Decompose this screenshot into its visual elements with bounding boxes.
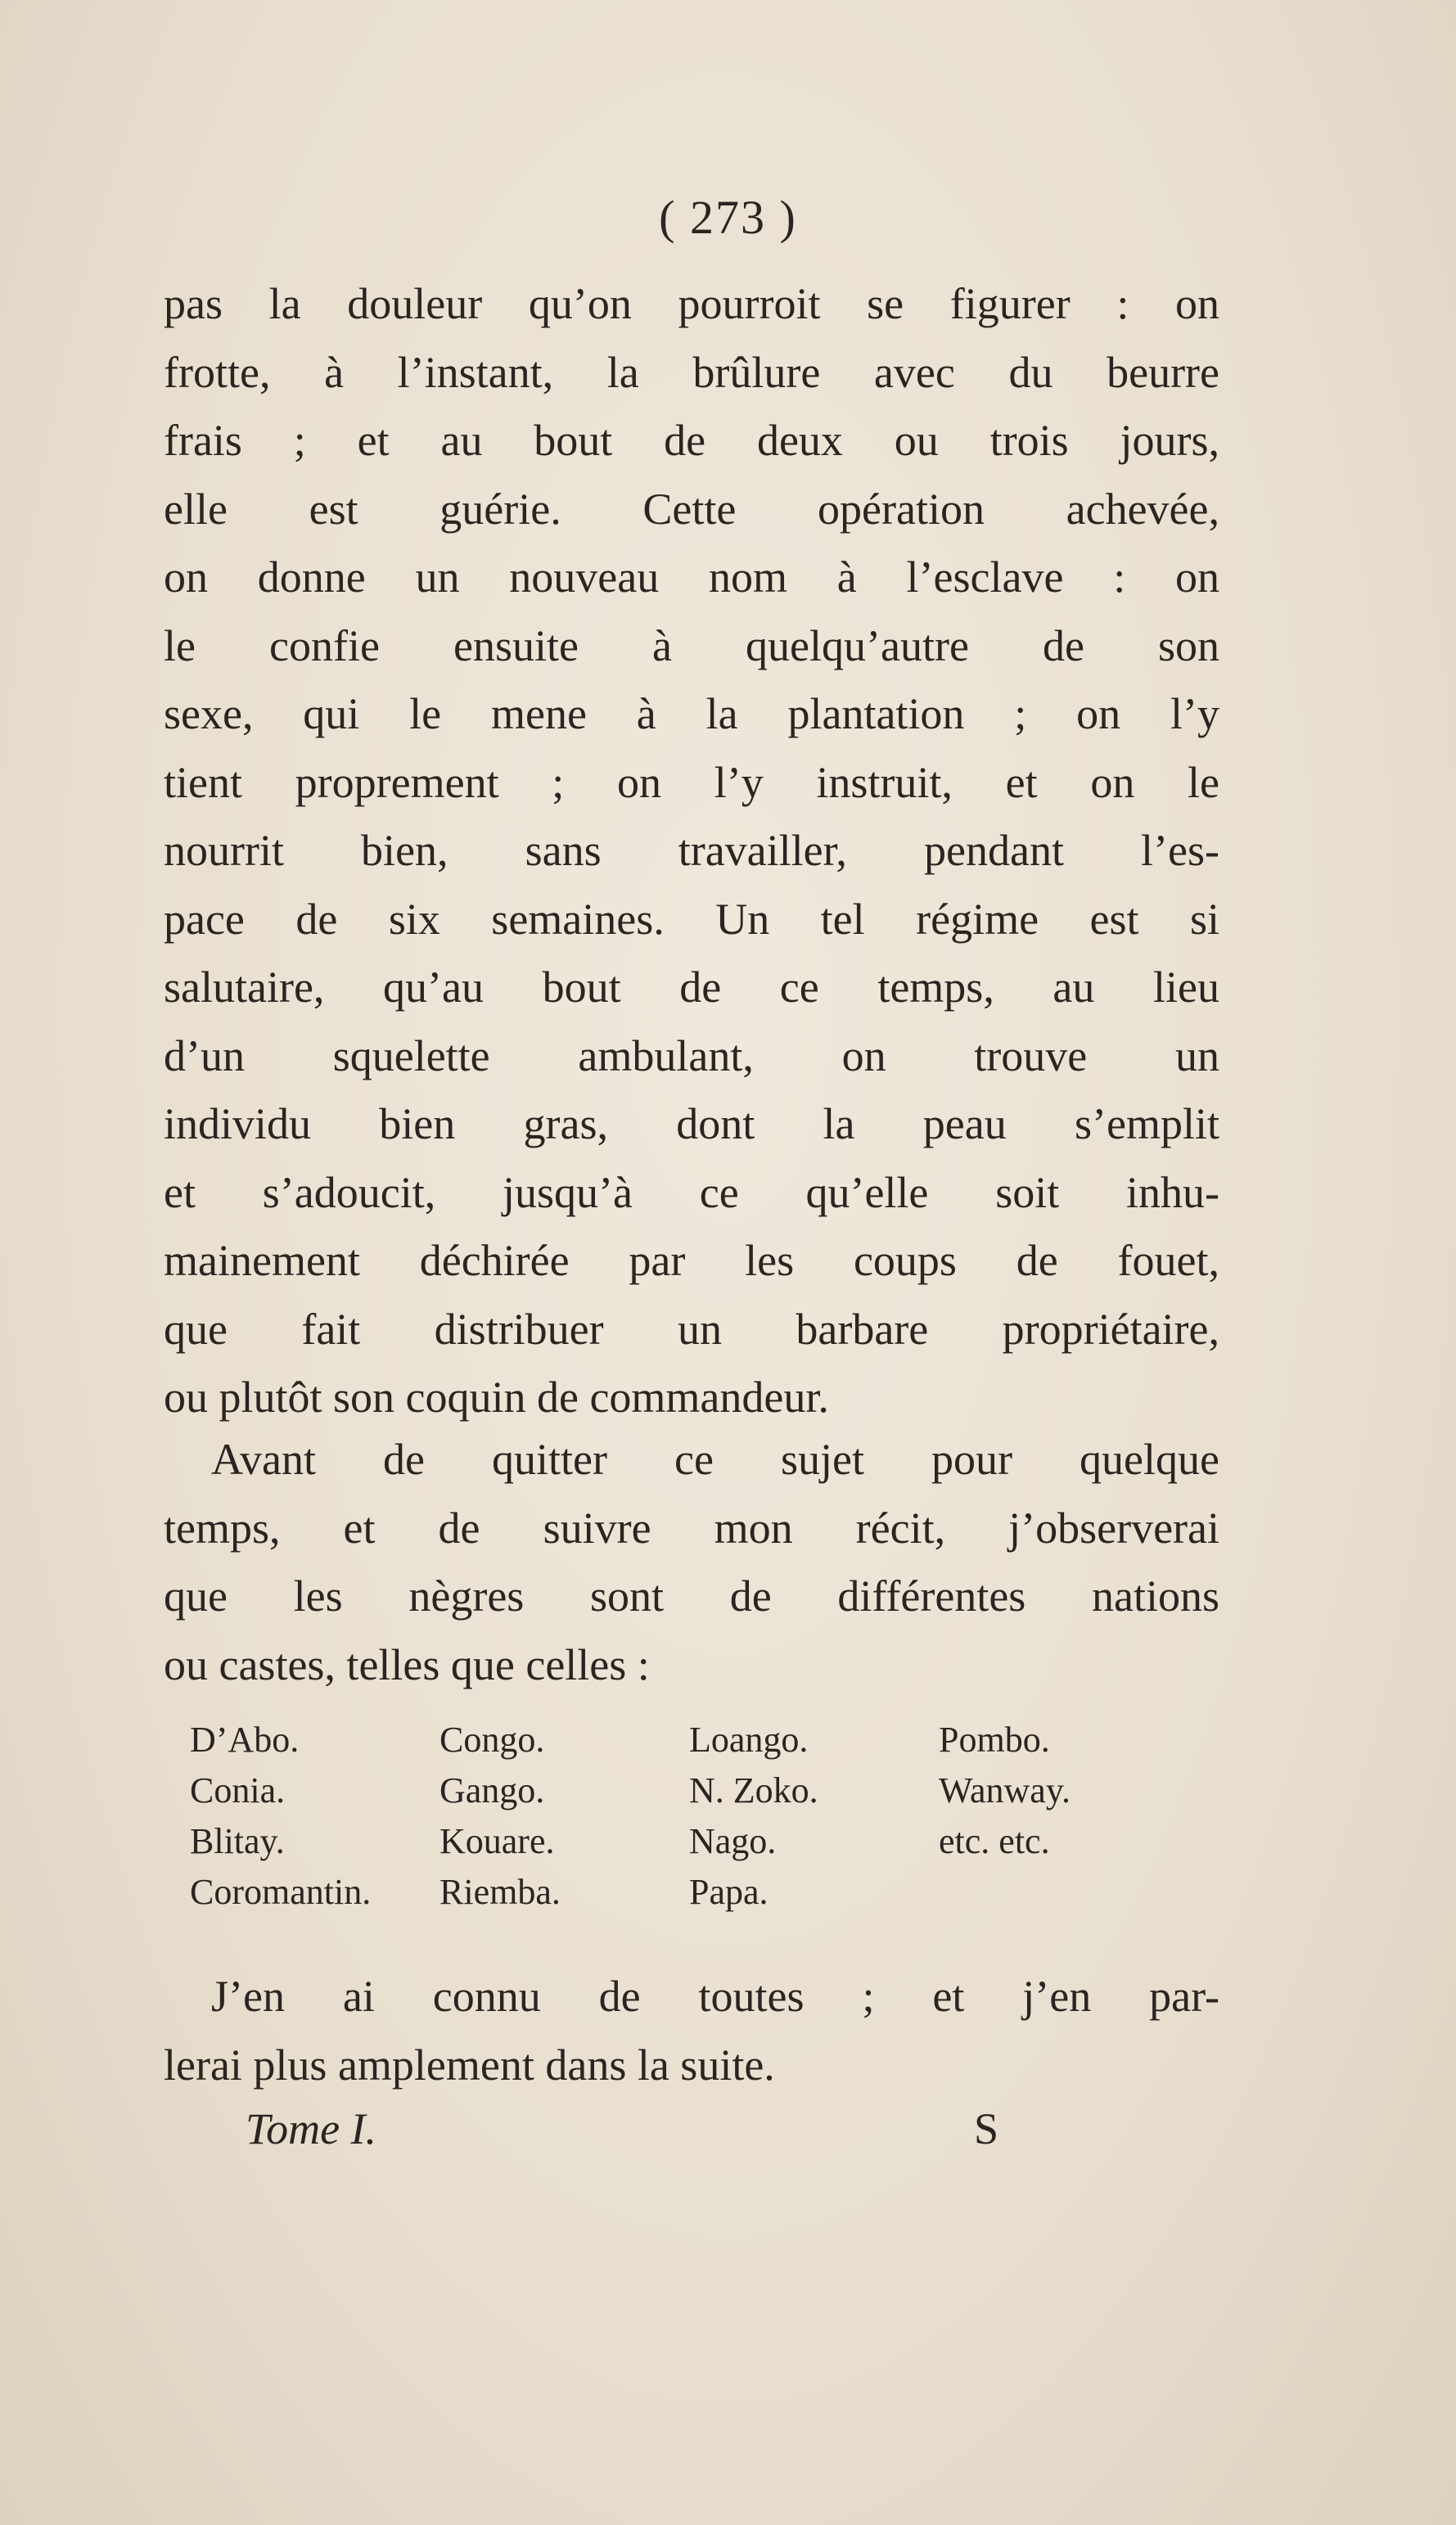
text-line: lerai plus amplement dans la suite. xyxy=(164,2040,775,2090)
caste-name: D’Abo. xyxy=(190,1720,300,1760)
caste-name: Blitay. xyxy=(190,1821,285,1861)
volume-label: Tome I. xyxy=(246,2104,377,2153)
text-line: nourrit bien, sans travailler, pendant l’es- xyxy=(164,826,1219,875)
caste-name: Congo. xyxy=(440,1720,545,1760)
text-line: ou castes, telles que celles : xyxy=(164,1639,650,1689)
text-line: pas la douleur qu’on pourroit se figurer : on xyxy=(164,279,1219,328)
text-line: on donne un nouveau nom à l’esclave : on xyxy=(164,552,1219,602)
caste-name: Coromantin. xyxy=(190,1872,372,1912)
caste-name: Papa. xyxy=(689,1872,769,1912)
table-row xyxy=(190,1816,1188,1867)
table-row xyxy=(190,1867,1188,1918)
paragraph-2 xyxy=(164,1426,1219,1699)
text-line: pace de six semaines. Un tel régime est si xyxy=(164,894,1219,944)
table-row xyxy=(190,1765,1188,1816)
caste-name: Loango. xyxy=(689,1720,809,1760)
page-number: ( 273 ) xyxy=(659,191,797,244)
text-line: et s’adoucit, jusqu’à ce qu’elle soit inhu- xyxy=(164,1167,1219,1217)
text-line: tient proprement ; on l’y instruit, et on le xyxy=(164,757,1219,807)
text-line: frais ; et au bout de deux ou trois jours, xyxy=(164,416,1219,465)
castes-table xyxy=(190,1715,1188,1918)
text-line: frotte, à l’instant, la brûlure avec du beurre xyxy=(164,347,1219,397)
signature-mark: S xyxy=(973,2104,998,2153)
text-line: que fait distribuer un barbare propriétaire, xyxy=(164,1304,1219,1354)
text-line: individu bien gras, dont la peau s’emplit xyxy=(164,1099,1219,1148)
paragraph-1 xyxy=(164,270,1219,1432)
caste-name: Kouare. xyxy=(440,1821,555,1861)
text-line: le confie ensuite à quelqu’autre de son xyxy=(164,620,1219,670)
text-line: J’en ai connu de toutes ; et j’en par- xyxy=(211,1972,1219,2021)
table-row xyxy=(190,1715,1188,1765)
text-line: temps, et de suivre mon récit, j’observerai xyxy=(164,1503,1219,1553)
caste-name: Conia. xyxy=(190,1770,286,1810)
page-footer xyxy=(246,2103,998,2154)
caste-name: Nago. xyxy=(689,1821,777,1861)
text-line: sexe, qui le mene à la plantation ; on l’y xyxy=(164,689,1219,738)
text-line: mainement déchirée par les coups de fouet, xyxy=(164,1236,1219,1285)
text-line: salutaire, qu’au bout de ce temps, au lieu xyxy=(164,963,1219,1012)
caste-name: N. Zoko. xyxy=(689,1770,818,1810)
text-line: ou plutôt son coquin de commandeur. xyxy=(164,1373,829,1422)
text-line: elle est guérie. Cette opération achevée, xyxy=(164,484,1219,534)
caste-name: Riemba. xyxy=(440,1872,561,1912)
caste-name: Wanway. xyxy=(939,1770,1071,1810)
caste-name: Pombo. xyxy=(939,1720,1050,1760)
paragraph-3 xyxy=(164,1963,1219,2099)
text-line: Avant de quitter ce sujet pour quelque xyxy=(211,1435,1219,1484)
text-line: d’un squelette ambulant, on trouve un xyxy=(164,1030,1219,1080)
text-line: que les nègres sont de différentes nations xyxy=(164,1571,1219,1621)
caste-name xyxy=(939,1867,1188,1918)
caste-name: Gango. xyxy=(440,1770,545,1810)
caste-name: etc. etc. xyxy=(939,1821,1050,1861)
